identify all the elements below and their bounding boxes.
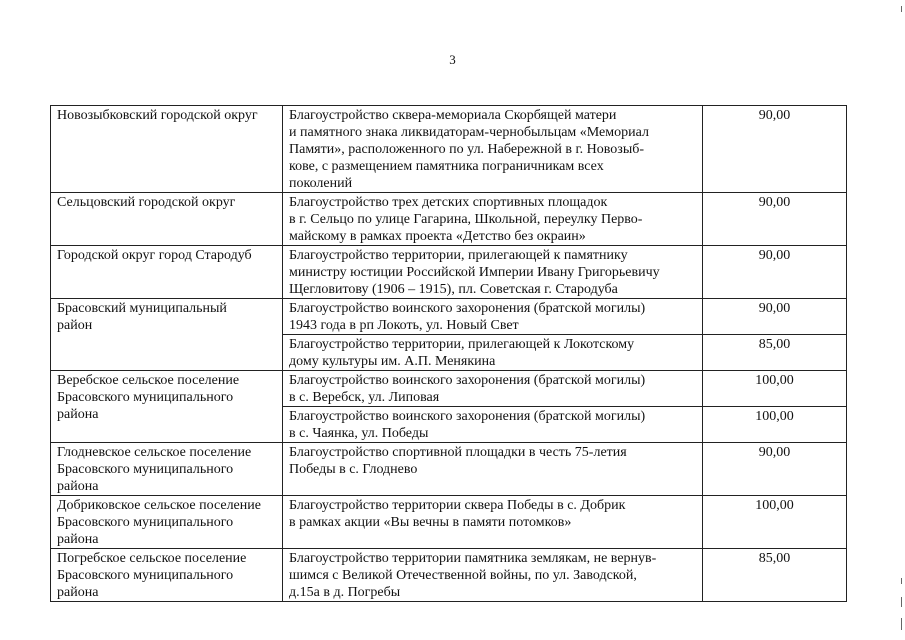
table-row	[51, 549, 847, 602]
cell-text-line: Брасовского муниципального	[57, 515, 234, 530]
cell-text-line: Благоустройство сквера-мемориала Скорбящей матери	[289, 108, 617, 123]
cell-text-line: района	[57, 585, 99, 600]
amount-cell: 90,00	[703, 193, 847, 246]
amount-cell: 85,00	[703, 549, 847, 602]
municipality-cell	[51, 299, 283, 371]
table-row	[51, 106, 847, 193]
cell-text-line: 1943 года в рп Локоть, ул. Новый Свет	[289, 318, 519, 333]
cell-text-line: Брасовского муниципального	[57, 390, 234, 405]
municipality-cell	[51, 246, 283, 299]
cell-text-line: Благоустройство территории, прилегающей к Локотскому	[289, 337, 635, 352]
amount-cell: 90,00	[703, 299, 847, 335]
cell-text-line: Сельцовский городской округ	[57, 195, 236, 210]
cell-text-line: и памятного знака ликвидаторам-чернобыльцам «Мемориал	[289, 125, 649, 140]
cell-text-line: Щегловитову (1906 – 1915), пл. Советская г. Стародуба	[289, 282, 618, 297]
cell-text-line: дому культуры им. А.П. Менякина	[289, 354, 496, 369]
cell-text-line: Брасовского муниципального	[57, 462, 234, 477]
amount-cell: 90,00	[703, 443, 847, 496]
table-row	[51, 371, 847, 407]
cell-text-line: Добриковское сельское поселение	[57, 498, 261, 513]
project-description-cell	[283, 246, 703, 299]
cell-text-line: Благоустройство территории памятника землякам, не вернув-	[289, 551, 657, 566]
table-row	[51, 193, 847, 246]
page-number: 3	[449, 52, 456, 67]
cell-text-line: министру юстиции Российской Империи Ивану Григорьевичу	[289, 265, 660, 280]
cell-text-line: в г. Сельцо по улице Гагарина, Школьной, переулку Перво-	[289, 212, 643, 227]
cell-text-line: поколений	[289, 176, 353, 191]
cell-text-line: Глодневское сельское поселение	[57, 445, 252, 460]
project-description-cell	[283, 496, 703, 549]
cell-text-line: Благоустройство трех детских спортивных площадок	[289, 195, 608, 210]
cell-text-line: Погребское сельское поселение	[57, 551, 247, 566]
amount-cell: 90,00	[703, 246, 847, 299]
cell-text-line: Веребское сельское поселение	[57, 373, 240, 388]
project-description-cell	[283, 549, 703, 602]
municipality-cell	[51, 443, 283, 496]
table-row	[51, 246, 847, 299]
cell-text-line: Благоустройство воинского захоронения (братской могилы)	[289, 373, 646, 388]
amount-cell: 85,00	[703, 335, 847, 371]
cell-text-line: район	[57, 318, 93, 333]
project-description-cell	[283, 443, 703, 496]
cell-text-line: Брасовский муниципальный	[57, 301, 227, 316]
table-row	[51, 443, 847, 496]
cell-text-line: Победы в с. Глоднево	[289, 462, 418, 477]
funding-table	[50, 105, 847, 602]
municipality-cell	[51, 549, 283, 602]
table-row	[51, 496, 847, 549]
project-description-cell	[283, 193, 703, 246]
amount-cell: 100,00	[703, 371, 847, 407]
municipality-cell	[51, 193, 283, 246]
table-row	[51, 299, 847, 335]
cell-text-line: Городской округ город Стародуб	[57, 248, 252, 263]
cell-text-line: Благоустройство территории, прилегающей к памятнику	[289, 248, 628, 263]
cell-text-line: Благоустройство территории сквера Победы в с. Добрик	[289, 498, 626, 513]
cell-text-line: в с. Чаянка, ул. Победы	[289, 426, 429, 441]
cell-text-line: Новозыбковский городской округ	[57, 108, 258, 123]
project-description-cell	[283, 335, 703, 371]
municipality-cell	[51, 371, 283, 443]
amount-cell: 100,00	[703, 496, 847, 549]
cell-text-line: района	[57, 532, 99, 547]
project-description-cell	[283, 371, 703, 407]
cell-text-line: района	[57, 407, 99, 422]
amount-cell: 100,00	[703, 407, 847, 443]
cell-text-line: Благоустройство воинского захоронения (братской могилы)	[289, 409, 646, 424]
cell-text-line: в с. Веребск, ул. Липовая	[289, 390, 440, 405]
project-description-cell	[283, 407, 703, 443]
scan-edge-marks	[893, 0, 905, 640]
cell-text-line: шимся с Великой Отечественной войны, по ул. Заводской,	[289, 568, 637, 583]
cell-text-line: района	[57, 479, 99, 494]
cell-text-line: майскому в рамках проекта «Детство без окраин»	[289, 229, 586, 244]
cell-text-line: кове, с размещением памятника пограничникам всех	[289, 159, 604, 174]
cell-text-line: Памяти», расположенного по ул. Набережной в г. Новозыб-	[289, 142, 645, 157]
project-description-cell	[283, 299, 703, 335]
municipality-cell	[51, 106, 283, 193]
project-description-cell	[283, 106, 703, 193]
amount-cell: 90,00	[703, 106, 847, 193]
cell-text-line: д.15а в д. Погребы	[289, 585, 401, 600]
cell-text-line: Благоустройство воинского захоронения (братской могилы)	[289, 301, 646, 316]
cell-text-line: Благоустройство спортивной площадки в честь 75-летия	[289, 445, 627, 460]
cell-text-line: Брасовского муниципального	[57, 568, 234, 583]
cell-text-line: в рамках акции «Вы вечны в памяти потомков»	[289, 515, 572, 530]
municipality-cell	[51, 496, 283, 549]
